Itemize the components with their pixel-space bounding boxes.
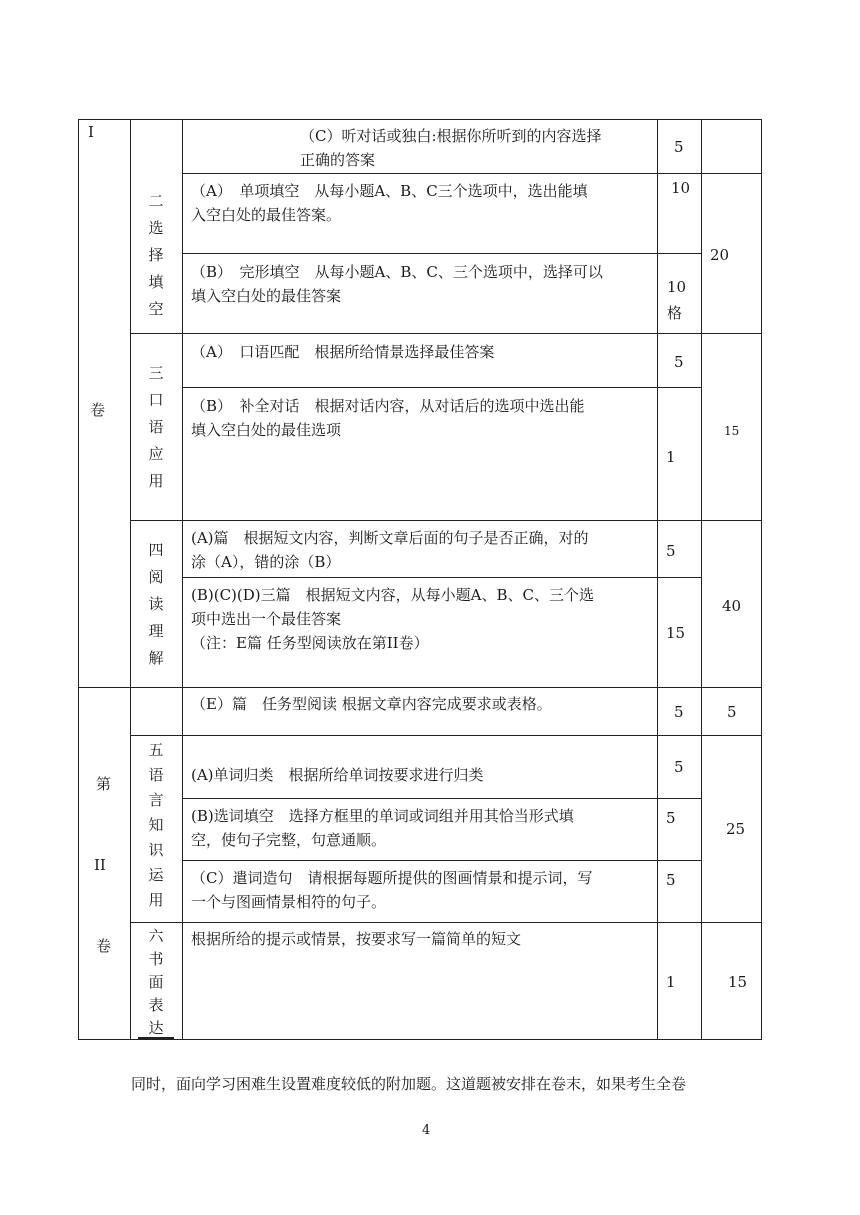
section-3-label: 三 口 语 应 用	[148, 364, 164, 490]
section-2-label: 二 选 择 填 空	[148, 192, 164, 318]
table-border	[182, 798, 702, 799]
row-dialogue-completion-desc: （B） 补全对话 根据对话内容，从对话后的选项中选出能 填入空白处的最佳选项	[191, 397, 585, 439]
volume-i-numeral: I	[88, 123, 94, 141]
section-5-total: 25	[726, 820, 746, 838]
section-6-total: 15	[728, 973, 748, 991]
section-2-total: 20	[710, 246, 730, 264]
table-border	[130, 520, 762, 521]
row-oral-matching-count: 5	[674, 353, 684, 371]
page-number: 4	[422, 1123, 431, 1138]
table-border	[761, 119, 762, 1040]
section-5-label: 五 语 言 知 识 运 用	[148, 741, 164, 909]
table-border	[78, 119, 762, 120]
table-border	[182, 860, 702, 861]
section-3-total: 15	[724, 424, 740, 438]
table-border	[182, 577, 702, 578]
volume-ii-juan: 卷	[96, 937, 112, 955]
row-sentence-making-count: 5	[666, 871, 676, 889]
row-single-choice-desc: （A） 单项填空 从每小题A、B、C三个选项中，选出能填 入空白处的最佳答案。	[191, 182, 588, 224]
row-listening-c-count: 5	[674, 138, 684, 156]
row-single-choice-count: 10	[671, 179, 691, 197]
row-writing-desc: 根据所给的提示或情景，按要求写一篇简单的短文	[191, 930, 522, 948]
table-border	[182, 173, 762, 174]
section-4-total: 40	[722, 597, 742, 615]
row-listening-c-desc: （C）听对话或独白:根据你所听到的内容选择 正确的答案	[300, 127, 602, 169]
table-border	[130, 735, 762, 736]
row-word-fill-desc: (B)选词填空 选择方框里的单词或词组并用其恰当形式填 空，使句子完整，句意通顺。	[191, 807, 574, 849]
table-border	[182, 119, 183, 1040]
volume-ii-di: 第	[96, 775, 112, 793]
row-sentence-making-desc: （C）遣词造句 请根据每题所提供的图画情景和提示词，写 一个与图画情景相符的句子。	[191, 869, 593, 911]
volume-ii-numeral: II	[94, 856, 106, 874]
table-border	[130, 922, 762, 923]
row-reading-a-count: 5	[666, 542, 676, 560]
table-border	[182, 387, 702, 388]
section-4-label: 四 阅 读 理 解	[148, 541, 164, 667]
row-dialogue-completion-count: 1	[666, 448, 676, 466]
row-writing-count: 1	[666, 973, 676, 991]
table-border	[701, 119, 702, 1040]
body-paragraph: 同时，面向学习困难生设置难度较低的附加题。这道题被安排在卷末，如果考生全卷	[131, 1075, 687, 1093]
row-reading-bcd-desc: (B)(C)(D)三篇 根据短文内容，从每小题A、B、C、三个选 项中选出一个最佳答案 （注：E篇 任务型阅读放在第II卷）	[191, 586, 594, 652]
table-border	[78, 119, 79, 1040]
row-oral-matching-desc: （A） 口语匹配 根据所给情景选择最佳答案	[191, 343, 495, 361]
row-word-classification-desc: (A)单词归类 根据所给单词按要求进行归类	[191, 766, 484, 784]
row-cloze-desc: （B） 完形填空 从每小题A、B、C、三个选项中，选择可以 填入空白处的最佳答案	[191, 263, 603, 305]
section-6-label: 六 书 面 表 达	[148, 927, 164, 1037]
row-reading-a-desc: (A)篇 根据短文内容，判断文章后面的句子是否正确，对的 涂（A），错的涂（B）	[191, 529, 589, 571]
row-task-reading-desc: （E）篇 任务型阅读 根据文章内容完成要求或表格。	[191, 695, 552, 713]
table-border	[130, 333, 762, 334]
table-border	[182, 253, 702, 254]
row-cloze-count: 10 格	[667, 278, 687, 322]
row-word-fill-count: 5	[666, 809, 676, 827]
table-border	[657, 119, 658, 1040]
row-reading-bcd-count: 15	[666, 624, 686, 642]
row-task-reading-count: 5	[674, 703, 684, 721]
table-border	[78, 687, 762, 688]
row-word-classification-count: 5	[674, 758, 684, 776]
task-reading-total: 5	[727, 703, 737, 721]
volume-i-juan: 卷	[90, 401, 106, 419]
